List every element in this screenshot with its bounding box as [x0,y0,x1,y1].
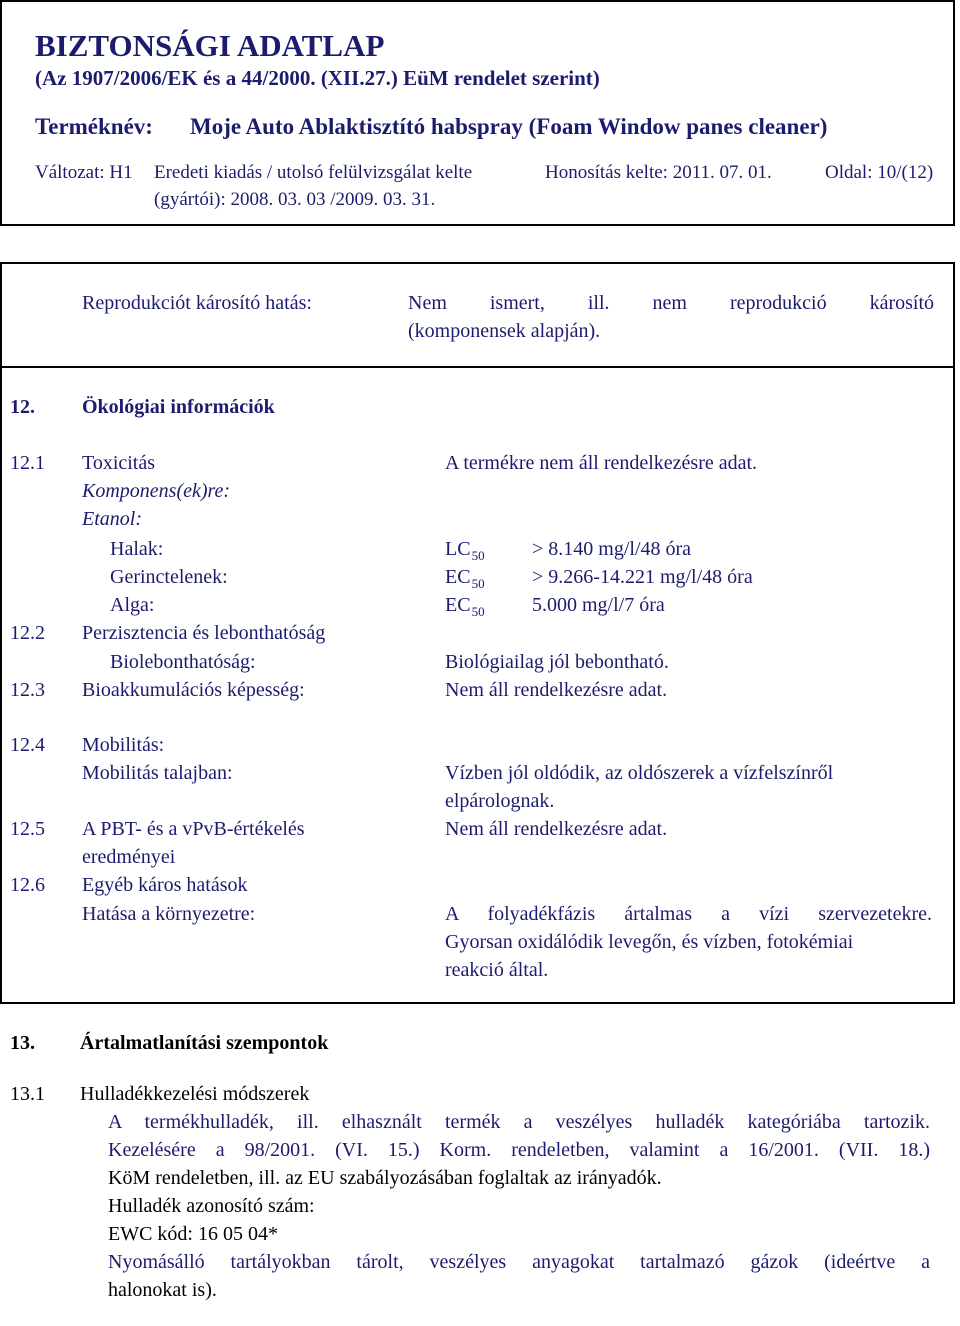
soil-mobility-value-line2: elpárolognak. [445,790,555,812]
repro-value-line2: (komponensek alapján). [408,320,601,342]
section-12-block [0,366,955,1004]
algae-label: Alga: [110,594,155,616]
mobility-label: Mobilitás: [82,734,165,756]
section-13-title: Ártalmatlanítási szempontok [80,1032,329,1054]
toxicity-number: 12.1 [10,452,45,474]
repro-word: Nem [408,292,447,314]
pbt-value: Nem áll rendelkezésre adat. [445,818,668,840]
version: Változat: H1 [35,162,133,183]
waste-text-line7: halonokat is). [108,1279,217,1301]
fish-value: > 8.140 mg/l/48 óra [532,538,692,560]
waste-label: Hulladékkezelési módszerek [80,1083,310,1105]
mobility-number: 12.4 [10,734,45,756]
bioaccumulation-value: Nem áll rendelkezésre adat. [445,679,668,701]
persistence-number: 12.2 [10,622,45,644]
pbt-label-line1: A PBT- és a vPvB-értékelés [82,818,305,840]
ewc-code: EWC kód: 16 05 04* [108,1223,278,1245]
waste-number: 13.1 [10,1083,45,1105]
product-label: Terméknév: [35,114,153,139]
bioaccumulation-label: Bioakkumulációs képesség: [82,679,305,701]
soil-mobility-label: Mobilitás talajban: [82,762,233,784]
environment-effect-line1: A folyadékfázis ártalmas a vízi szervezetekre. [445,903,932,925]
document-header [0,0,955,226]
fish-label: Halak: [110,538,164,560]
section-12-title: Ökológiai információk [82,396,275,418]
other-effects-label: Egyéb káros hatások [82,874,248,896]
reproductive-toxicity-block [0,262,955,366]
pbt-label-line2: eredményei [82,846,176,868]
bioaccumulation-number: 12.3 [10,679,45,701]
product-name: Moje Auto Ablaktisztító habspray (Foam Window panes cleaner) [190,114,828,139]
revision-label: Eredeti kiadás / utolsó felülvizsgálat kelte [154,162,473,183]
section-12-number: 12. [10,396,35,418]
environment-effect-label: Hatása a környezetre: [82,903,256,925]
algae-param: $EC_{50}$ [445,594,485,619]
repro-word: nem [652,292,687,314]
waste-text-line6: Nyomásálló tartályokban tárolt, veszélyes anyagokat tartalmazó gázok (ideértve a [108,1251,930,1273]
repro-value-line1 [408,292,934,315]
toxicity-value: A termékre nem áll rendelkezésre adat. [445,452,758,474]
repro-word: ismert, [489,292,545,314]
localization-date: Honosítás kelte: 2011. 07. 01. [545,162,772,183]
waste-text-line3: KöM rendeletben, ill. az EU szabályozásában foglaltak az irányadók. [108,1167,662,1189]
ethanol-label: Etanol: [82,508,142,530]
biodegradability-label: Biolebonthatóság: [110,651,256,673]
invertebrates-param: $EC_{50}$ [445,566,485,591]
invertebrates-label: Gerinctelenek: [110,566,228,588]
soil-mobility-value-line1: Vízben jól oldódik, az oldószerek a vízfelszínről [445,762,834,784]
toxicity-label: Toxicitás [82,452,156,474]
other-effects-number: 12.6 [10,874,45,896]
repro-word: ill. [587,292,610,314]
waste-id-label: Hulladék azonosító szám: [108,1195,315,1217]
environment-effect-line3: reakció által. [445,959,549,981]
components-label: Komponens(ek)re: [82,480,231,502]
fish-param: $LC_{50}$ [445,538,485,563]
revision-dates: (gyártói): 2008. 03. 03 /2009. 03. 31. [154,189,436,210]
persistence-label: Perzisztencia és lebonthatóság [82,622,326,644]
section-13-number: 13. [10,1032,35,1054]
algae-value: 5.000 mg/l/7 óra [532,594,665,616]
invertebrates-value: > 9.266-14.221 mg/l/48 óra [532,566,753,588]
page-number: Oldal: 10/(12) [825,162,934,183]
biodegradability-value: Biológiailag jól bebontható. [445,651,669,673]
repro-word: károsító [869,292,934,314]
document-title: BIZTONSÁGI ADATLAP [35,28,385,63]
environment-effect-line2: Gyorsan oxidálódik levegőn, és vízben, fotokémiai [445,931,854,953]
waste-text-line2: Kezelésére a 98/2001. (VI. 15.) Korm. rendeletben, valamint a 16/2001. (VII. 18.) [108,1139,930,1161]
regulation-subtitle: (Az 1907/2006/EK és a 44/2000. (XII.27.) EüM rendelet szerint) [35,66,600,90]
repro-label: Reprodukciót károsító hatás: [82,292,312,314]
repro-word: reprodukció [729,292,827,314]
waste-text-line1: A termékhulladék, ill. elhasznált termék a veszélyes hulladék kategóriába tartozik. [108,1111,930,1133]
pbt-number: 12.5 [10,818,45,840]
